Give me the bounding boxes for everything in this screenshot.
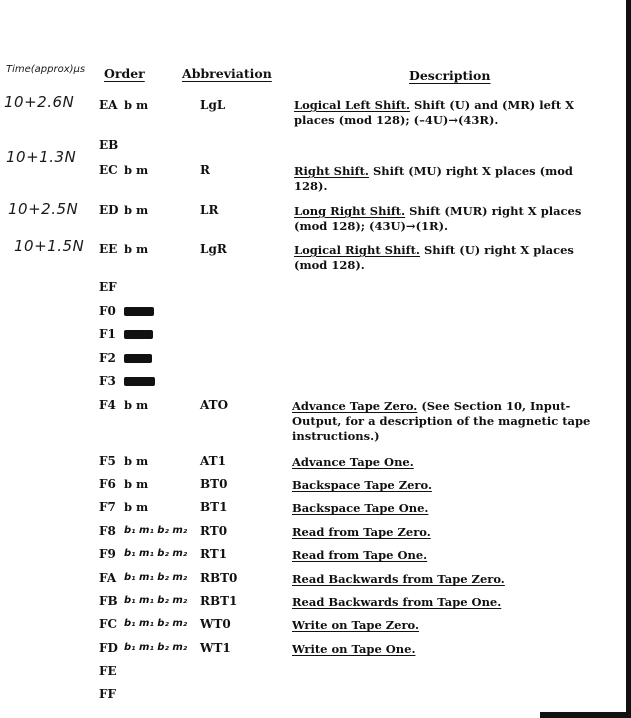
order-code: F6: [99, 477, 116, 491]
order-code: F7: [99, 500, 116, 514]
scan-edge-bottom: [540, 712, 631, 718]
description-text: (See Section 10, Input-Output, for a description of the magnetic tape instructions.): [292, 399, 591, 443]
order-operands: b m: [124, 477, 149, 491]
redaction-mark: [124, 377, 155, 386]
abbreviation: LgR: [200, 242, 227, 256]
order-operands: b₁ m₁ b₂ m₂: [124, 548, 188, 559]
order-code: F4: [99, 398, 116, 412]
description-title: Write on Tape Zero.: [292, 618, 420, 632]
description-title: Read Backwards from Tape One.: [292, 595, 502, 609]
abbreviation: RBT0: [200, 571, 238, 585]
order-operands: b m: [124, 398, 149, 412]
order-code: EA: [99, 98, 118, 112]
scan-edge: [626, 0, 631, 718]
description-text: Shift (MU) right X places (mod 128).: [294, 164, 573, 193]
abbreviation: RT0: [200, 524, 228, 538]
description: [292, 501, 592, 516]
order-code: F5: [99, 454, 116, 468]
description: [294, 98, 594, 128]
description: [292, 548, 592, 563]
description-title: Read from Tape Zero.: [292, 525, 431, 539]
order-operands: b m: [124, 454, 149, 468]
abbreviation: WT1: [200, 641, 231, 655]
order-operands: b m: [124, 98, 149, 112]
order-code: FA: [99, 571, 117, 585]
description: [292, 642, 592, 657]
description-text: Shift (U) right X places (mod 128).: [294, 243, 574, 272]
order-operands: b₁ m₁ b₂ m₂: [124, 595, 188, 606]
description-title: Write on Tape One.: [292, 642, 416, 656]
header-order: Order: [104, 66, 145, 81]
order-code: FD: [99, 641, 118, 655]
description-title: Logical Right Shift.: [294, 243, 420, 257]
abbreviation: BT0: [200, 477, 228, 491]
description: [292, 595, 592, 610]
time-value: 10+1.5N: [14, 237, 85, 255]
description-title: Backspace Tape Zero.: [292, 478, 432, 492]
order-operands: b₁ m₁ b₂ m₂: [124, 525, 188, 536]
description-title: Advance Tape Zero.: [292, 399, 418, 413]
abbreviation: LR: [200, 203, 219, 217]
order-operands: b₁ m₁ b₂ m₂: [124, 618, 188, 629]
order-operands: b m: [124, 163, 149, 177]
order-code: EB: [99, 138, 119, 152]
order-code: EC: [99, 163, 118, 177]
abbreviation: RT1: [200, 547, 228, 561]
time-value: 10+2.6N: [4, 93, 75, 111]
description: [292, 618, 592, 633]
order-code: F0: [99, 304, 116, 318]
header-description: Description: [409, 68, 491, 83]
time-value: 10+2.5N: [8, 200, 79, 218]
abbreviation: LgL: [200, 98, 226, 112]
header-abbreviation: Abbreviation: [182, 66, 272, 81]
abbreviation: R: [200, 163, 210, 177]
description: [292, 572, 592, 587]
redaction-mark: [124, 307, 154, 316]
order-code: EE: [99, 242, 118, 256]
order-operands: b m: [124, 203, 149, 217]
order-code: FB: [99, 594, 118, 608]
description-title: Long Right Shift.: [294, 204, 406, 218]
order-code: F2: [99, 351, 116, 365]
description-title: Read from Tape One.: [292, 548, 428, 562]
description-text: Shift (U) and (MR) left X places (mod 128); (–4U)→(43R).: [294, 98, 575, 127]
description: [292, 525, 592, 540]
description-title: Backspace Tape One.: [292, 501, 429, 515]
description: [292, 455, 592, 470]
time-value: 10+1.3N: [6, 148, 77, 166]
order-code: FE: [99, 664, 117, 678]
abbreviation: ATO: [200, 398, 229, 412]
order-code: EF: [99, 280, 117, 294]
description-title: Right Shift.: [294, 164, 369, 178]
order-operands: b₁ m₁ b₂ m₂: [124, 642, 188, 653]
order-operands: b₁ m₁ b₂ m₂: [124, 572, 188, 583]
order-operands: b m: [124, 500, 149, 514]
description: [294, 204, 594, 234]
redaction-mark: [124, 354, 152, 363]
order-code: FC: [99, 617, 118, 631]
order-code: ED: [99, 203, 119, 217]
abbreviation: WT0: [200, 617, 231, 631]
order-code: F3: [99, 374, 116, 388]
order-code: F1: [99, 327, 116, 341]
order-code: F9: [99, 547, 116, 561]
description-title: Advance Tape One.: [292, 455, 414, 469]
description: [294, 243, 594, 273]
description: [294, 164, 594, 194]
abbreviation: BT1: [200, 500, 228, 514]
abbreviation: RBT1: [200, 594, 238, 608]
description-title: Logical Left Shift.: [294, 98, 410, 112]
description: [292, 399, 592, 444]
description-title: Read Backwards from Tape Zero.: [292, 572, 505, 586]
abbreviation: AT1: [200, 454, 226, 468]
description: [292, 478, 592, 493]
order-code: FF: [99, 687, 117, 701]
header-time: Time(approx)μs: [6, 64, 86, 75]
order-operands: b m: [124, 242, 149, 256]
order-code: F8: [99, 524, 116, 538]
description-text: Shift (MUR) right X places (mod 128); (43U)→(1R).: [294, 204, 582, 233]
redaction-mark: [124, 330, 153, 339]
